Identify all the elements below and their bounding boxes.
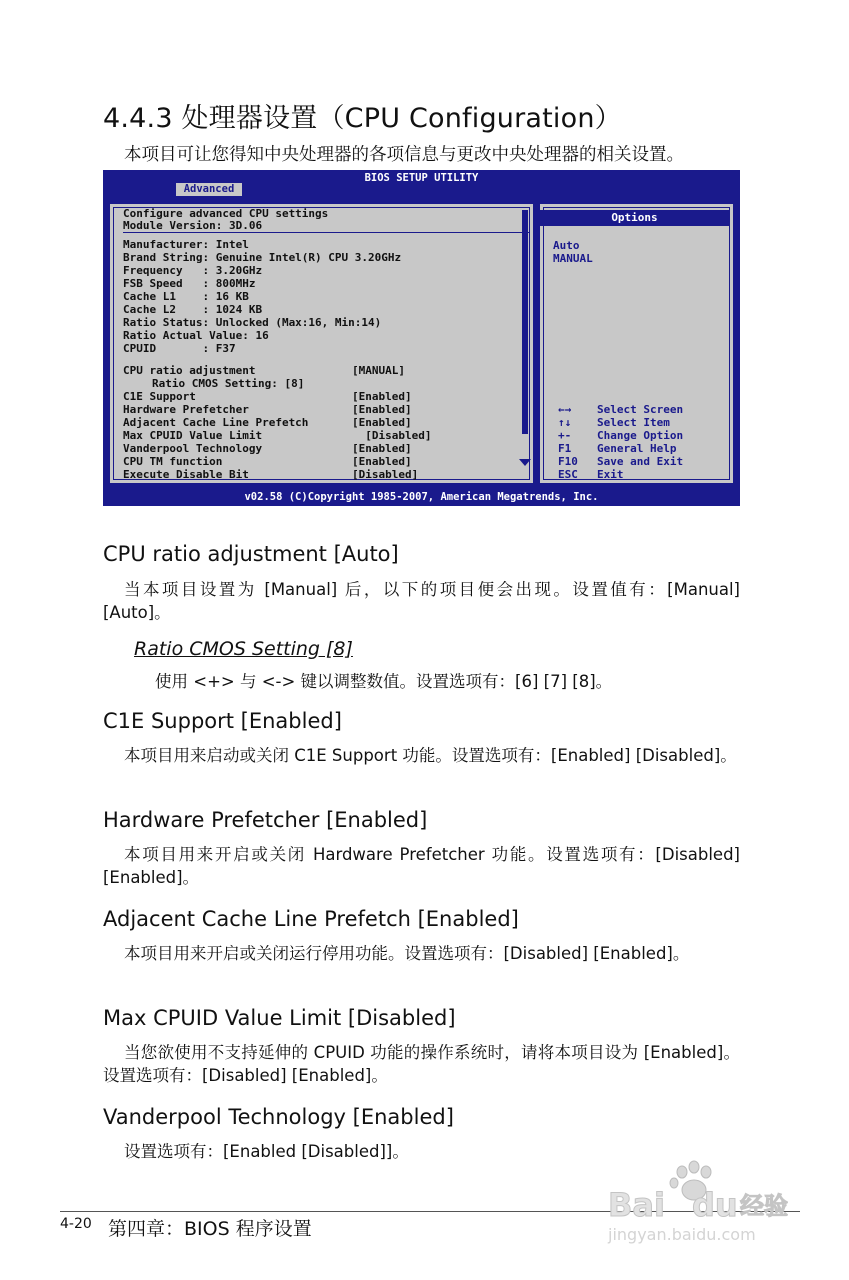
setting-label[interactable]: C1E Support <box>123 390 196 403</box>
setting-label[interactable]: Execute Disable Bit <box>123 468 249 481</box>
cpu-info-line: FSB Speed : 800MHz <box>123 277 256 290</box>
cpu-info-line: Cache L2 : 1024 KB <box>123 303 263 316</box>
key-help-text: Change Option <box>597 429 684 442</box>
arrow-left-right-icon: ←→ <box>558 403 572 416</box>
options-header: Options <box>540 210 729 226</box>
setting-value[interactable]: [Enabled] <box>352 403 412 416</box>
section-title-vanderpool: Vanderpool Technology [Enabled] <box>103 1105 454 1129</box>
subsection-title-ratio-cmos: Ratio CMOS Setting [8] <box>134 638 353 660</box>
setting-label[interactable]: Hardware Prefetcher <box>123 403 249 416</box>
key-help-text: Exit <box>597 468 624 481</box>
setting-value[interactable]: [Enabled] <box>352 390 412 403</box>
section-text-adjacent: 本项目用来开启或关闭运行停用功能。设置选项有：[Disabled] [Enabled]。 <box>124 944 690 963</box>
arrow-up-down-icon: ↑↓ <box>558 416 572 429</box>
scroll-down-icon[interactable] <box>519 459 531 466</box>
key-help-text: Select Screen <box>597 403 684 416</box>
setting-value[interactable]: [Enabled] <box>352 416 412 429</box>
intro-text: 本项目可让您得知中央处理器的各项信息与更改中央处理器的相关设置。 <box>124 145 684 165</box>
svg-text:du: du <box>692 1186 738 1224</box>
setting-value[interactable]: [MANUAL] <box>352 364 405 377</box>
bios-info-line: Module Version: 3D.06 <box>123 219 263 232</box>
cpu-info-line: Frequency : 3.20GHz <box>123 264 263 277</box>
section-text-cpu-ratio: 当本项目设置为 [Manual] 后，以下的项目便会出现。设置值有：[Manual] [Auto]。 <box>103 580 740 622</box>
option-item[interactable]: Auto <box>553 239 580 252</box>
svg-text:Bai: Bai <box>608 1186 665 1224</box>
subsection-text-ratio-cmos: 使用 <+> 与 <-> 键以调整数值。设置选项有：[6] [7] [8]。 <box>155 672 613 691</box>
setting-label[interactable]: CPU TM function <box>123 455 223 468</box>
bios-separator <box>123 232 530 233</box>
setting-label[interactable]: Max CPUID Value Limit <box>123 429 263 442</box>
option-item[interactable]: MANUAL <box>553 252 593 265</box>
cpu-info-line: CPUID : F37 <box>123 342 236 355</box>
bios-screen <box>103 170 740 506</box>
setting-value[interactable]: [Disabled] <box>352 468 419 481</box>
key-help-text: Select Item <box>597 416 670 429</box>
key-label: F10 <box>558 455 578 468</box>
setting-label[interactable]: Vanderpool Technology <box>123 442 263 455</box>
setting-label[interactable]: CPU ratio adjustment <box>123 364 256 377</box>
cpu-info-line: Manufacturer: Intel <box>123 238 249 251</box>
page-number: 4-20 <box>60 1216 92 1232</box>
setting-value[interactable]: [Disabled] <box>352 429 432 442</box>
tab-advanced[interactable]: Advanced <box>176 183 242 196</box>
cpu-info-line: Brand String: Genuine Intel(R) CPU 3.20GHz <box>123 251 402 264</box>
bios-scrollbar[interactable] <box>522 210 528 434</box>
chapter-title: 第四章：BIOS 程序设置 <box>108 1218 312 1240</box>
svg-text:经验: 经验 <box>740 1192 788 1220</box>
setting-label[interactable]: Adjacent Cache Line Prefetch <box>123 416 309 429</box>
section-title-max-cpuid: Max CPUID Value Limit [Disabled] <box>103 1006 456 1030</box>
setting-value[interactable]: [Enabled] <box>352 455 412 468</box>
key-help-text: Save and Exit <box>597 455 684 468</box>
section-title-cpu-ratio: CPU ratio adjustment [Auto] <box>103 542 399 566</box>
page-title: 4.4.3 处理器设置（CPU Configuration） <box>103 103 622 134</box>
bios-copyright: v02.58 (C)Copyright 1985-2007, American Megatrends, Inc. <box>244 491 599 503</box>
section-title-c1e: C1E Support [Enabled] <box>103 709 342 733</box>
key-help-text: General Help <box>597 442 677 455</box>
bios-main-panel <box>108 202 535 485</box>
section-text-vanderpool: 设置选项有：[Enabled [Disabled]]。 <box>124 1142 409 1161</box>
bios-info-line: Configure advanced CPU settings <box>123 207 329 220</box>
key-label: +- <box>558 429 572 442</box>
setting-value[interactable]: [Enabled] <box>352 442 412 455</box>
baidu-watermark-logo <box>606 1160 796 1250</box>
bios-title: BIOS SETUP UTILITY <box>364 172 479 184</box>
svg-text:jingyan.baidu.com: jingyan.baidu.com <box>608 1225 756 1244</box>
section-text-max-cpuid: 当您欲使用不支持延伸的 CPUID 功能的操作系统时，请将本项目设为 [Enabled]。设置选项有：[Disabled] [Enabled]。 <box>103 1043 740 1085</box>
section-title-adjacent: Adjacent Cache Line Prefetch [Enabled] <box>103 907 519 931</box>
cpu-info-line: Cache L1 : 16 KB <box>123 290 249 303</box>
cpu-info-line: Ratio Status: Unlocked (Max:16, Min:14) <box>123 316 382 329</box>
section-text-hw-prefetch: 本项目用来开启或关闭 Hardware Prefetcher 功能。设置选项有：[Disabled] [Enabled]。 <box>103 845 740 887</box>
section-title-hw-prefetch: Hardware Prefetcher [Enabled] <box>103 808 428 832</box>
cpu-info-line: Ratio Actual Value: 16 <box>123 329 269 342</box>
key-label: ESC <box>558 468 578 481</box>
setting-label[interactable]: Ratio CMOS Setting: [8] <box>152 377 305 390</box>
key-label: F1 <box>558 442 572 455</box>
section-text-c1e: 本项目用来启动或关闭 C1E Support 功能。设置选项有：[Enabled] [Disabled]。 <box>124 746 737 765</box>
